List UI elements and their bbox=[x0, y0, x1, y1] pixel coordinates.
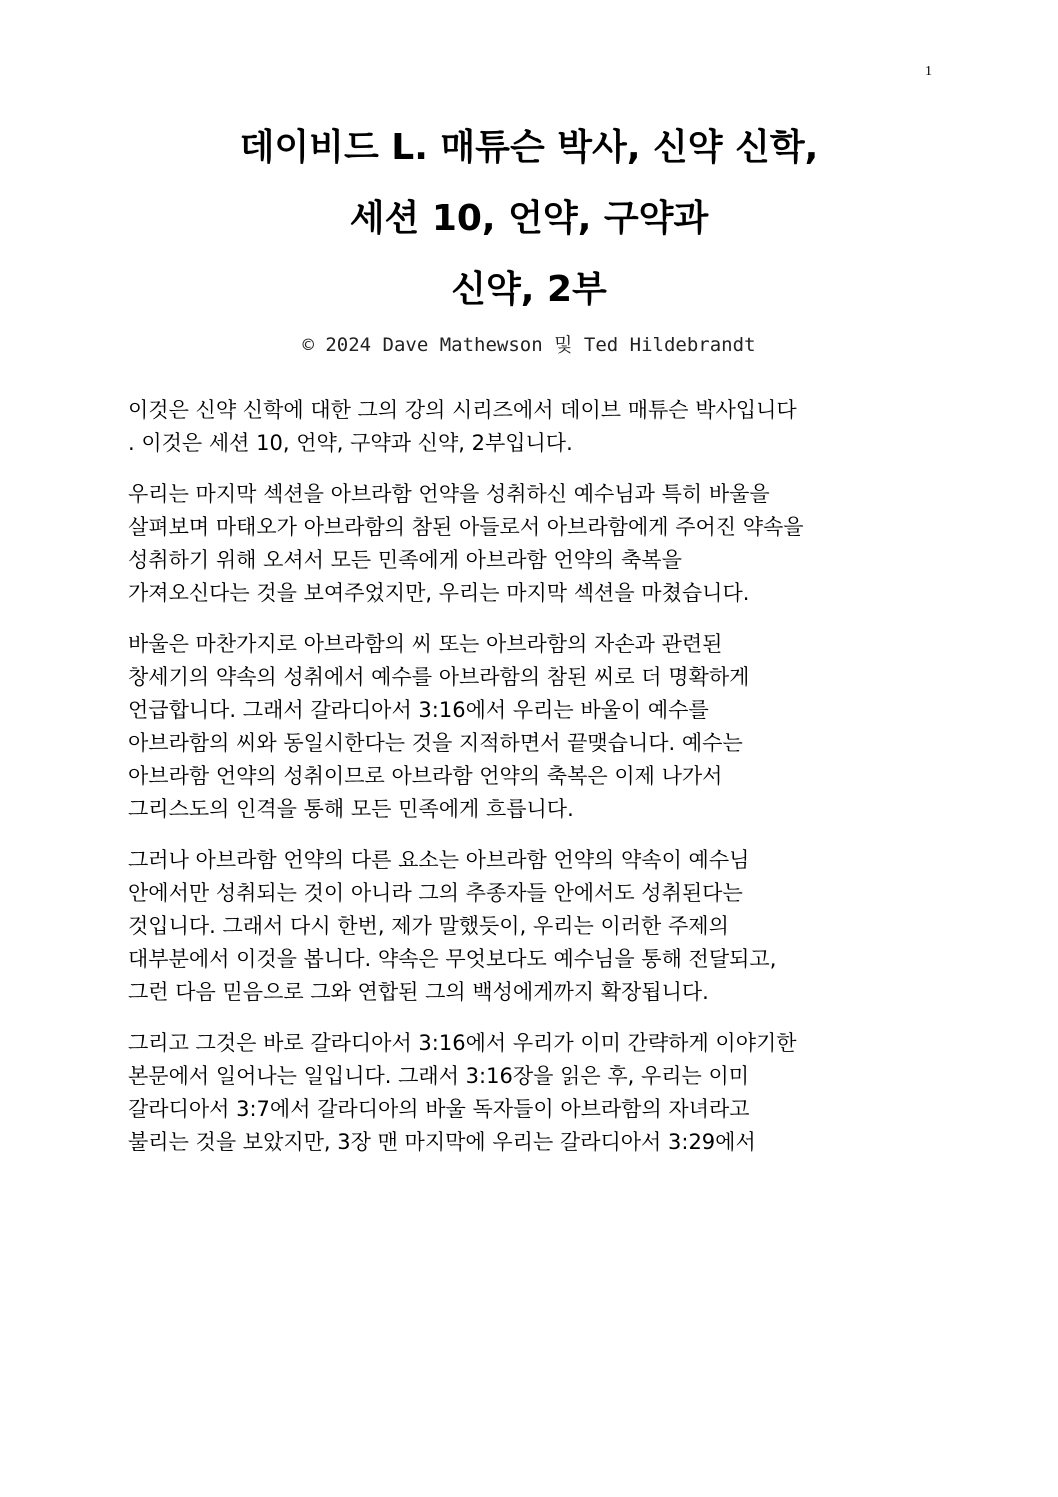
text-line: 우리는 마지막 섹션을 아브라함 언약을 성취하신 예수님과 특히 바울을 bbox=[128, 482, 770, 506]
text-line: 가져오신다는 것을 보여주었지만, 우리는 마지막 섹션을 마쳤습니다. bbox=[128, 581, 750, 605]
text-line: 그런 다음 믿음으로 그와 연합된 그의 백성에게까지 확장됩니다. bbox=[128, 980, 709, 1004]
copyright-notice: © 2024 Dave Mathewson 및 Ted Hildebrandt bbox=[302, 334, 756, 356]
text-line: 본문에서 일어나는 일입니다. 그래서 3:16장을 읽은 후, 우리는 이미 bbox=[128, 1064, 750, 1088]
text-line: 아브라함 언약의 성취이므로 아브라함 언약의 축복은 이제 나가서 bbox=[128, 764, 723, 788]
paragraph bbox=[128, 628, 938, 826]
text-line: 성취하기 위해 오셔서 모든 민족에게 아브라함 언약의 축복을 bbox=[128, 548, 682, 572]
title-line: 세션 10, 언약, 구약과 bbox=[349, 198, 709, 239]
paragraph bbox=[128, 844, 938, 1009]
text-line: 그러나 아브라함 언약의 다른 요소는 아브라함 언약의 약속이 예수님 bbox=[128, 848, 750, 872]
title-line: 신약, 2부 bbox=[451, 269, 607, 310]
text-line: 것입니다. 그래서 다시 한번, 제가 말했듯이, 우리는 이러한 주제의 bbox=[128, 914, 729, 938]
page-number: 1 bbox=[925, 64, 932, 79]
body-text bbox=[128, 394, 938, 1177]
text-line: 아브라함의 씨와 동일시한다는 것을 지적하면서 끝맺습니다. 예수는 bbox=[128, 731, 743, 755]
text-line: 안에서만 성취되는 것이 아니라 그의 추종자들 안에서도 성취된다는 bbox=[128, 881, 743, 905]
text-line: 불리는 것을 보았지만, 3장 맨 마지막에 우리는 갈라디아서 3:29에서 bbox=[128, 1130, 756, 1154]
text-line: 그리스도의 인격을 통해 모든 민족에게 흐릅니다. bbox=[128, 797, 574, 821]
text-line: 그리고 그것은 바로 갈라디아서 3:16에서 우리가 이미 간략하게 이야기한 bbox=[128, 1031, 797, 1055]
text-line: 창세기의 약속의 성취에서 예수를 아브라함의 참된 씨로 더 명확하게 bbox=[128, 665, 750, 689]
title-line: 데이비드 L. 매튜슨 박사, 신약 신학, bbox=[239, 127, 819, 168]
text-line: 갈라디아서 3:7에서 갈라디아의 바울 독자들이 아브라함의 자녀라고 bbox=[128, 1097, 750, 1121]
document-title bbox=[0, 127, 1058, 310]
text-line: 이것은 신약 신학에 대한 그의 강의 시리즈에서 데이브 매튜슨 박사입니다 bbox=[128, 398, 797, 422]
text-line: 바울은 마찬가지로 아브라함의 씨 또는 아브라함의 자손과 관련된 bbox=[128, 632, 723, 656]
text-line: 살펴보며 마태오가 아브라함의 참된 아들로서 아브라함에게 주어진 약속을 bbox=[128, 515, 804, 539]
text-line: . 이것은 세션 10, 언약, 구약과 신약, 2부입니다. bbox=[128, 431, 573, 455]
text-line: 언급합니다. 그래서 갈라디아서 3:16에서 우리는 바울이 예수를 bbox=[128, 698, 709, 722]
paragraph bbox=[128, 394, 938, 460]
paragraph bbox=[128, 478, 938, 610]
text-line: 대부분에서 이것을 봅니다. 약속은 무엇보다도 예수님을 통해 전달되고, bbox=[128, 947, 777, 971]
paragraph bbox=[128, 1027, 938, 1159]
